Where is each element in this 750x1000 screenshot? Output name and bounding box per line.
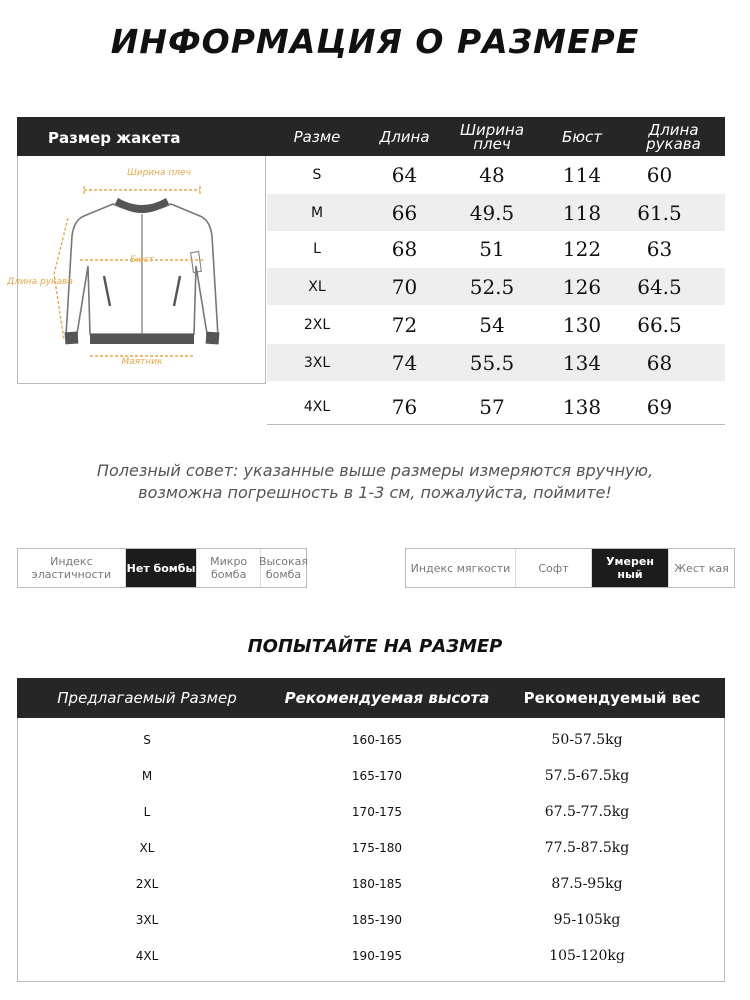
jacket-illustration-box [7, 156, 266, 384]
rec-cell-size: 3XL [135, 913, 159, 927]
rec-cell-size: L [143, 805, 151, 819]
size-cell-bust: 122 [562, 236, 602, 261]
rec-cell-height: 175-180 [351, 841, 403, 855]
size-table-row [267, 344, 725, 381]
size-cell-length: 76 [391, 394, 418, 419]
size-cell-sleeve: 68 [646, 350, 673, 375]
rec-cell-weight: 57.5-67.5kg [544, 768, 630, 784]
size-cell-bust: 126 [562, 274, 602, 299]
size-cell-sleeve: 63 [646, 236, 673, 261]
softness-option-1: Софт [516, 549, 592, 587]
elasticity-index-bar [17, 548, 307, 588]
size-cell-shoulder: 55.5 [469, 350, 515, 375]
rec-cell-weight: 105-120kg [549, 948, 625, 964]
rec-table-row [17, 902, 725, 938]
size-cell-sleeve: 69 [646, 394, 673, 419]
size-table-row [267, 268, 725, 305]
size-cell-bust: 114 [562, 162, 602, 187]
jacket-icon [7, 156, 267, 384]
rec-table-row [17, 866, 725, 902]
rec-cell-size: XL [139, 841, 155, 855]
size-table-row [267, 230, 725, 267]
size-table-column-headers [267, 117, 725, 156]
shoulder-label: Ширина плеч [127, 168, 191, 178]
size-cell-bust: 138 [562, 394, 602, 419]
size-cell-shoulder: 49.5 [469, 200, 515, 225]
rec-cell-weight: 77.5-87.5kg [544, 840, 630, 856]
size-cell-length: 74 [391, 350, 418, 375]
softness-index-bar [405, 548, 735, 588]
tip-line-1: Полезный совет: указанные выше размеры измеряются вручную, [96, 461, 654, 480]
rec-cell-height: 160-165 [351, 733, 403, 747]
measurement-tip [0, 460, 750, 504]
elasticity-option-1: Нет бомбы [126, 549, 198, 587]
size-table-row [267, 388, 725, 425]
rec-header-weight: Рекомендуемый вес [523, 689, 701, 707]
col-header-length: Длина [379, 127, 430, 146]
size-cell-bust: 118 [562, 200, 602, 225]
elasticity-option-2: Микро бомба [197, 549, 261, 587]
size-cell-length: 64 [391, 162, 418, 187]
size-table-row [267, 156, 725, 193]
size-cell-bust: 134 [562, 350, 602, 375]
size-cell-sleeve: 60 [646, 162, 673, 187]
size-cell-size: S [312, 166, 322, 183]
rec-table-row [17, 758, 725, 794]
rec-cell-height: 165-170 [351, 769, 403, 783]
elasticity-option-3: Высокая бомба [259, 555, 309, 581]
page-title: ИНФОРМАЦИЯ О РАЗМЕРЕ [110, 22, 640, 61]
size-cell-size: M [310, 204, 324, 221]
size-cell-length: 70 [391, 274, 418, 299]
rec-cell-weight: 67.5-77.5kg [544, 804, 630, 820]
elasticity-index-label: Индекс эластичности [18, 549, 126, 587]
size-cell-length: 72 [391, 312, 418, 337]
jacket-size-label: Размер жакета [48, 129, 181, 147]
rec-header-height: Рекомендуемая высота [284, 689, 490, 707]
size-cell-size: 4XL [303, 398, 331, 415]
rec-cell-size: S [143, 733, 151, 747]
rec-cell-size: M [141, 769, 153, 783]
rec-cell-height: 185-190 [351, 913, 403, 927]
rec-table-row [17, 722, 725, 758]
col-header-size: Разме [293, 127, 341, 146]
rec-table-row [17, 938, 725, 974]
col-header-sleeve: Длина рукава [646, 120, 701, 153]
rec-table-header [17, 678, 725, 718]
size-cell-shoulder: 48 [479, 162, 505, 187]
rec-table-row [17, 794, 725, 830]
size-cell-size: XL [308, 278, 326, 295]
col-header-bust: Бюст [562, 127, 602, 146]
rec-cell-size: 4XL [135, 949, 159, 963]
rec-cell-height: 170-175 [351, 805, 403, 819]
size-cell-sleeve: 64.5 [637, 274, 682, 299]
sleeve-label: Длина рукава [7, 277, 73, 287]
size-cell-length: 68 [391, 236, 418, 261]
size-cell-shoulder: 54 [479, 312, 505, 337]
col-header-shoulder: Ширина плеч [459, 120, 525, 153]
size-cell-size: L [313, 240, 321, 257]
rec-cell-weight: 87.5-95kg [551, 876, 623, 892]
size-table-bottom-line [267, 424, 725, 425]
size-cell-bust: 130 [562, 312, 602, 337]
softness-index-label: Индекс мягкости [406, 549, 516, 587]
size-cell-size: 2XL [303, 316, 331, 333]
rec-table-row [17, 830, 725, 866]
size-cell-shoulder: 57 [479, 394, 505, 419]
size-cell-sleeve: 66.5 [637, 312, 682, 337]
try-size-title: ПОПЫТАЙТЕ НА РАЗМЕР [247, 636, 503, 657]
softness-option-2: Умерен ный [592, 549, 669, 587]
rec-cell-weight: 50-57.5kg [551, 732, 623, 748]
rec-cell-weight: 95-105kg [553, 912, 621, 928]
size-cell-shoulder: 51 [479, 236, 505, 261]
size-cell-length: 66 [391, 200, 418, 225]
size-table-row [267, 306, 725, 343]
size-cell-shoulder: 52.5 [469, 274, 515, 299]
rec-cell-size: 2XL [135, 877, 159, 891]
rec-cell-height: 190-195 [351, 949, 403, 963]
size-cell-sleeve: 61.5 [637, 200, 682, 225]
size-table-row [267, 194, 725, 231]
tip-line-2: возможна погрешность в 1-3 см, пожалуйста, поймите! [138, 483, 612, 502]
rec-cell-height: 180-185 [351, 877, 403, 891]
size-cell-size: 3XL [303, 354, 331, 371]
rec-header-size: Предлагаемый Размер [57, 689, 237, 707]
hem-label: Маятник [121, 357, 163, 367]
softness-option-3: Жест кая [674, 561, 729, 575]
bust-label: Бюст [130, 255, 154, 265]
